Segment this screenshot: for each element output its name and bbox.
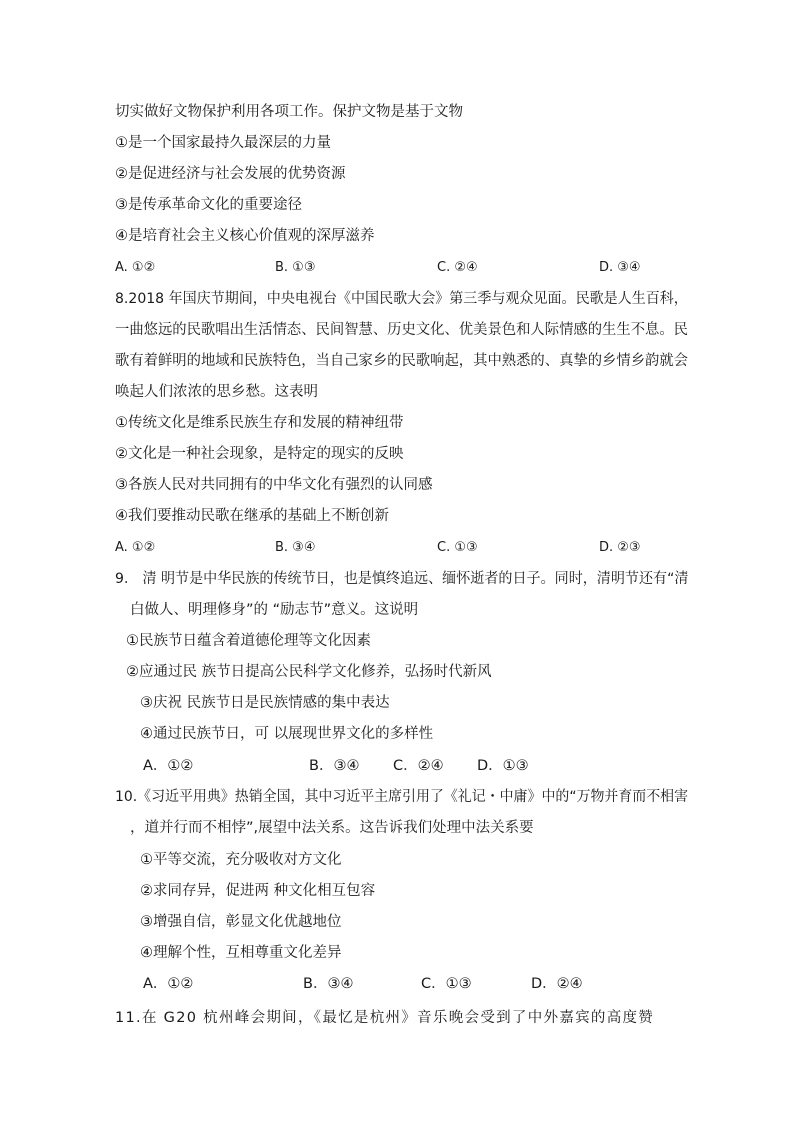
question-9-item-3: ③庆祝 民族节日是民族情感的集中表达 [140, 695, 390, 711]
question-10-option-a: A．①② [143, 976, 194, 992]
question-7-option-a: A. ①② [115, 260, 156, 275]
question-8-item-2: ②文化是一种社会现象，是特定的现实的反映 [115, 446, 404, 462]
question-9-option-d: D．①③ [477, 758, 529, 774]
question-9-line-2: 白做人、明理修身”的 “励志节”意义。这说明 [130, 602, 419, 618]
question-10-line-1: 10.《习近平用典》热销全国，其中习近平主席引用了《礼记・中庸》中的“万物并育而不相害 [115, 789, 689, 805]
question-8-item-1: ①传统文化是维系民族生存和发展的精神纽带 [115, 415, 404, 431]
question-7-item-3: ③是传承革命文化的重要途径 [115, 197, 302, 213]
question-7-text: 切实做好文物保护利用各项工作。保护文物是基于文物 [115, 104, 463, 120]
question-8-item-3: ③各族人民对共同拥有的中华文化有强烈的认同感 [115, 477, 433, 493]
question-10-item-2: ②求同存异，促进两 种文化相互包容 [140, 883, 376, 899]
question-9-item-4: ④通过民族节日，可 以展现世界文化的多样性 [140, 726, 434, 742]
question-8-line-2: 一曲悠远的民歌唱出生活情态、民间智慧、历史文化、优美景色和人际情感的生生不息。民 [115, 322, 688, 338]
question-9-option-c: C．②④ [393, 758, 444, 774]
question-10-item-1: ①平等交流，充分吸收对方文化 [140, 852, 342, 868]
question-10-option-c: C．①③ [421, 976, 472, 992]
question-10-option-b: B．③④ [303, 976, 354, 992]
question-8-line-3: 歌有着鲜明的地域和民族特色，当自己家乡的民歌响起，其中熟悉的、真挚的乡情乡韵就会 [115, 353, 688, 369]
question-9-option-a: A．①② [143, 758, 194, 774]
question-10-item-4: ④理解个性，互相尊重文化差异 [140, 945, 342, 961]
question-8-line-4: 唤起人们浓浓的思乡愁。这表明 [115, 384, 318, 400]
question-10-line-2: ，道并行而不相悖”,展望中法关系。这告诉我们处理中法关系要 [130, 820, 534, 836]
question-9-line-1: 9． 清 明节是中华民族的传统节日，也是慎终追远、缅怀逝者的日子。同时，清明节还有“清 [115, 571, 689, 587]
question-7-item-1: ①是一个国家最持久最深层的力量 [115, 135, 331, 151]
question-9-item-2: ②应通过民 族节日提高公民科学文化修养，弘扬时代新风 [126, 664, 492, 680]
question-7-option-c: C. ②④ [437, 260, 478, 275]
question-9-option-b: B．③④ [309, 758, 360, 774]
question-7-option-b: B. ①③ [275, 260, 316, 275]
question-9-item-1: ①民族节日蕴含着道德伦理等文化因素 [126, 633, 371, 649]
question-7-item-4: ④是培育社会主义核心价值观的深厚滋养 [115, 228, 375, 244]
question-8-option-d: D. ②③ [599, 540, 641, 555]
question-8-line-1: 8.2018 年国庆节期间，中央电视台《中国民歌大会》第三季与观众见面。民歌是人生百科， [115, 291, 688, 307]
question-8-option-c: C. ①③ [437, 540, 478, 555]
question-10-option-d: D．②④ [531, 976, 583, 992]
question-11-line-1: 11.在 G20 杭州峰会期间，《最忆是杭州》音乐晚会受到了中外嘉宾的高度赞 [115, 1010, 655, 1026]
question-8-option-b: B. ③④ [275, 540, 316, 555]
question-10-item-3: ③增强自信，彰显文化优越地位 [140, 914, 342, 930]
question-7-option-d: D. ③④ [599, 260, 641, 275]
question-8-option-a: A. ①② [115, 540, 156, 555]
question-8-item-4: ④我们要推动民歌在继承的基础上不断创新 [115, 508, 389, 524]
question-7-item-2: ②是促进经济与社会发展的优势资源 [115, 166, 346, 182]
